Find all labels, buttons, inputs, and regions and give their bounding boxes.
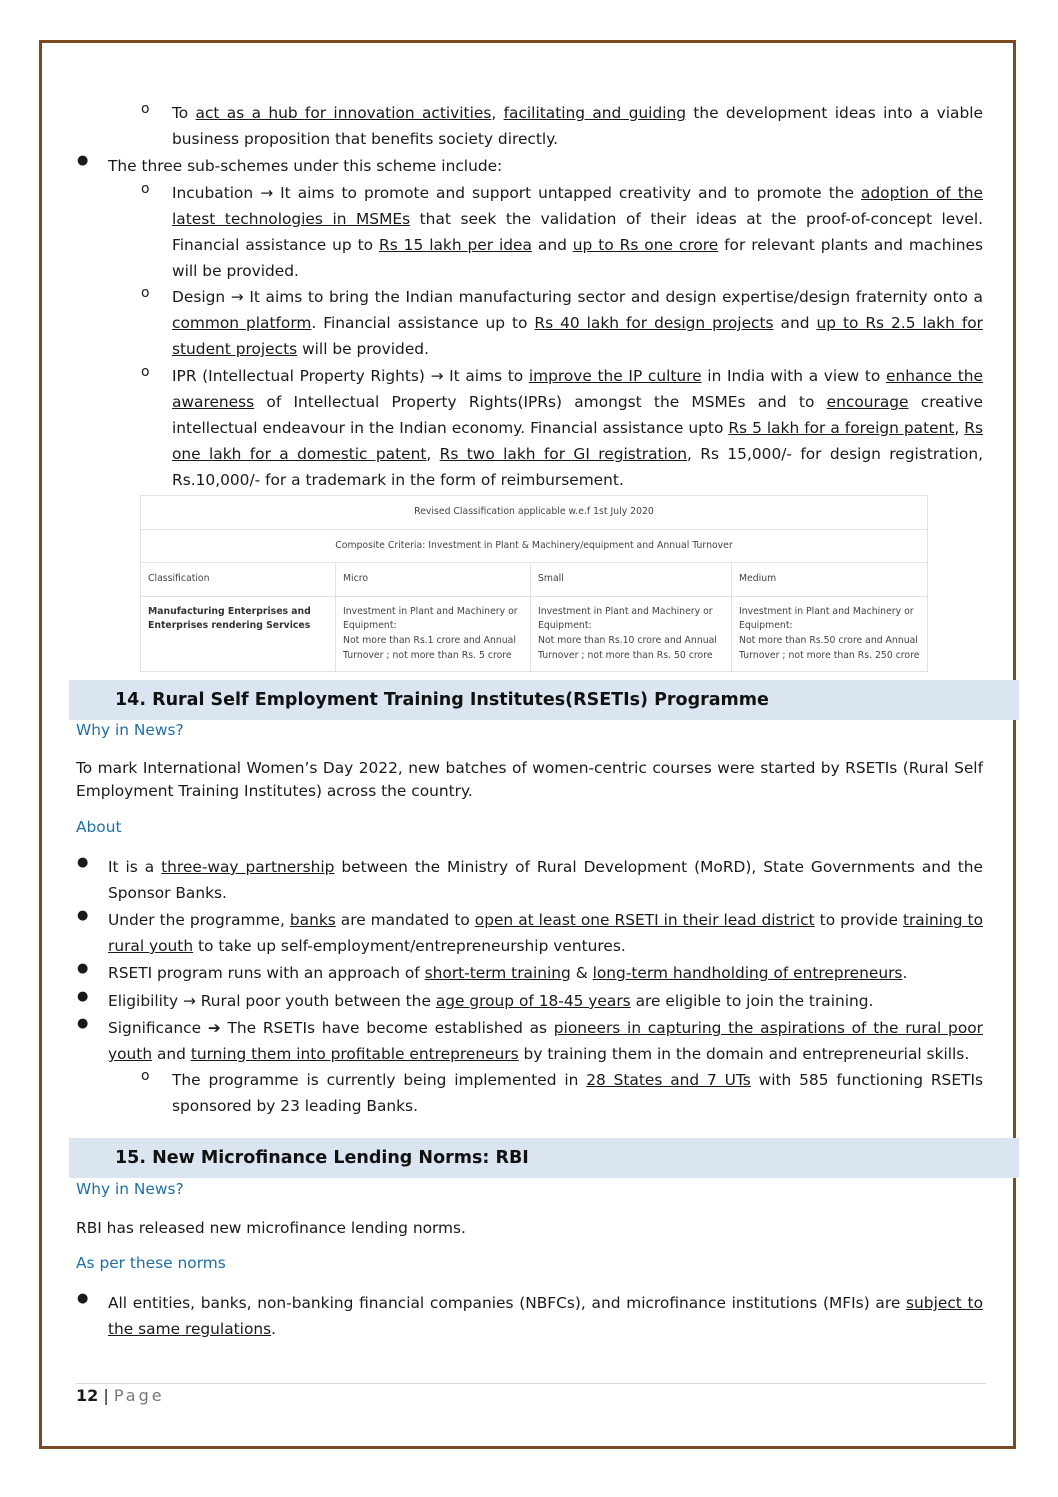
- bullet-marker: ●: [77, 855, 89, 870]
- paragraph-banks: Under the programme, banks are mandated to open at least one RSETI in their lead district to provide training to rural youth to take up self-employment/entrepreneurship ventures.: [108, 911, 984, 955]
- paragraph-design: Design → It aims to bring the Indian manufacturing sector and design expertise/design fraternity onto a common platform. Financial assistance up to Rs 40 lakh for design projects and up to Rs 2.5 lakh for student projects will be provided.: [172, 288, 983, 358]
- paragraph-partnership: It is a three-way partnership between the Ministry of Rural Development (MoRD), State Governments and the Sponsor Banks.: [108, 858, 983, 902]
- table-subtitle: Composite Criteria: Investment in Plant & Machinery/equipment and Annual Turnover: [141, 529, 928, 563]
- sub-bullet-marker: o: [141, 285, 150, 301]
- paragraph-sub-schemes: The three sub-schemes under this scheme include:: [108, 157, 503, 175]
- table-header: Classification: [141, 563, 336, 597]
- sub-bullet-marker: o: [141, 101, 150, 117]
- bullet-marker: ●: [77, 1016, 89, 1031]
- paragraph-incubation: Incubation → It aims to promote and support untapped creativity and to promote the adoption of the latest technologies in MSMEs that seek the validation of their ideas at the proof-of-concept level. Financial assistance up to Rs 15 lakh per idea and up to Rs one crore for relevant plants and machines will be provided.: [172, 184, 984, 280]
- page-footer: [76, 1386, 165, 1405]
- paragraph-approach: RSETI program runs with an approach of short-term training & long-term handholding of entrepreneurs.: [108, 964, 908, 982]
- footer-separator: |: [98, 1386, 114, 1405]
- paragraph-ipr: IPR (Intellectual Property Rights) → It aims to improve the IP culture in India with a view to enhance the awareness of Intellectual Property Rights(IPRs) amongst the MSMEs and to encourage creative intellectual endeavour in the Indian economy. Financial assistance upto Rs 5 lakh for a foreign patent, Rs one lakh for a domestic patent, Rs two lakh for GI registration, Rs 15,000/- for design registration, Rs.10,000/- for a trademark in the form of reimbursement.: [172, 367, 984, 489]
- table-cell: Investment in Plant and Machinery or Equipment: Not more than Rs.1 crore and Annual Turnover ; not more than Rs. 5 crore: [336, 596, 531, 671]
- page-label: Page: [113, 1386, 165, 1405]
- table-cell: Manufacturing Enterprises and Enterprises rendering Services: [141, 596, 336, 671]
- paragraph-significance: Significance ➔ The RSETIs have become established as pioneers in capturing the aspirations of the rural poor youth and turning them into profitable entrepreneurs by training them in the domain and entrepreneurial skills.: [108, 1019, 983, 1063]
- bullet-marker: ●: [77, 1291, 89, 1306]
- subheading-norms: As per these norms: [76, 1254, 226, 1272]
- table-header: Medium: [732, 563, 928, 597]
- subheading-about: About: [76, 818, 122, 836]
- paragraph-hub: To act as a hub for innovation activities, facilitating and guiding the development ideas into a viable business proposition that benefits society directly.: [172, 104, 983, 148]
- table-cell: Investment in Plant and Machinery or Equipment: Not more than Rs.50 crore and Annual Turnover ; not more than Rs. 250 crore: [732, 596, 928, 671]
- bullet-marker: ●: [77, 908, 89, 923]
- paragraph-rbi: RBI has released new microfinance lending norms.: [76, 1219, 466, 1237]
- subheading-why-in-news: Why in News?: [76, 1180, 184, 1198]
- page-number: 12: [76, 1386, 99, 1405]
- table-cell: Investment in Plant and Machinery or Equipment: Not more than Rs.10 crore and Annual Turnover ; not more than Rs. 50 crore: [531, 596, 732, 671]
- section-heading: 15. New Microfinance Lending Norms: RBI: [69, 1138, 1019, 1178]
- paragraph-implementation: The programme is currently being implemented in 28 States and 7 UTs with 585 functioning RSETIs sponsored by 23 leading Banks.: [172, 1071, 983, 1115]
- subheading-why-in-news: Why in News?: [76, 721, 184, 739]
- table-header: Small: [531, 563, 732, 597]
- paragraph-intro: To mark International Women’s Day 2022, new batches of women-centric courses were started by RSETIs (Rural Self Employment Training Institutes) across the country.: [76, 759, 983, 800]
- sub-bullet-marker: o: [141, 1068, 150, 1084]
- section-heading: 14. Rural Self Employment Training Institutes(RSETIs) Programme: [69, 680, 1019, 720]
- sub-bullet-marker: o: [141, 364, 150, 380]
- bullet-marker: ●: [77, 961, 89, 976]
- table-title: Revised Classification applicable w.e.f 1st July 2020: [141, 496, 928, 530]
- paragraph-eligibility: Eligibility → Rural poor youth between the age group of 18-45 years are eligible to join the training.: [108, 992, 874, 1010]
- paragraph-entities: All entities, banks, non-banking financial companies (NBFCs), and microfinance institutions (MFIs) are subject to the same regulations.: [108, 1294, 983, 1338]
- classification-table: [140, 495, 928, 672]
- footer-divider: [76, 1383, 986, 1384]
- sub-bullet-marker: o: [141, 181, 150, 197]
- bullet-marker: ●: [77, 989, 89, 1004]
- table-header: Micro: [336, 563, 531, 597]
- bullet-marker: ●: [77, 153, 89, 168]
